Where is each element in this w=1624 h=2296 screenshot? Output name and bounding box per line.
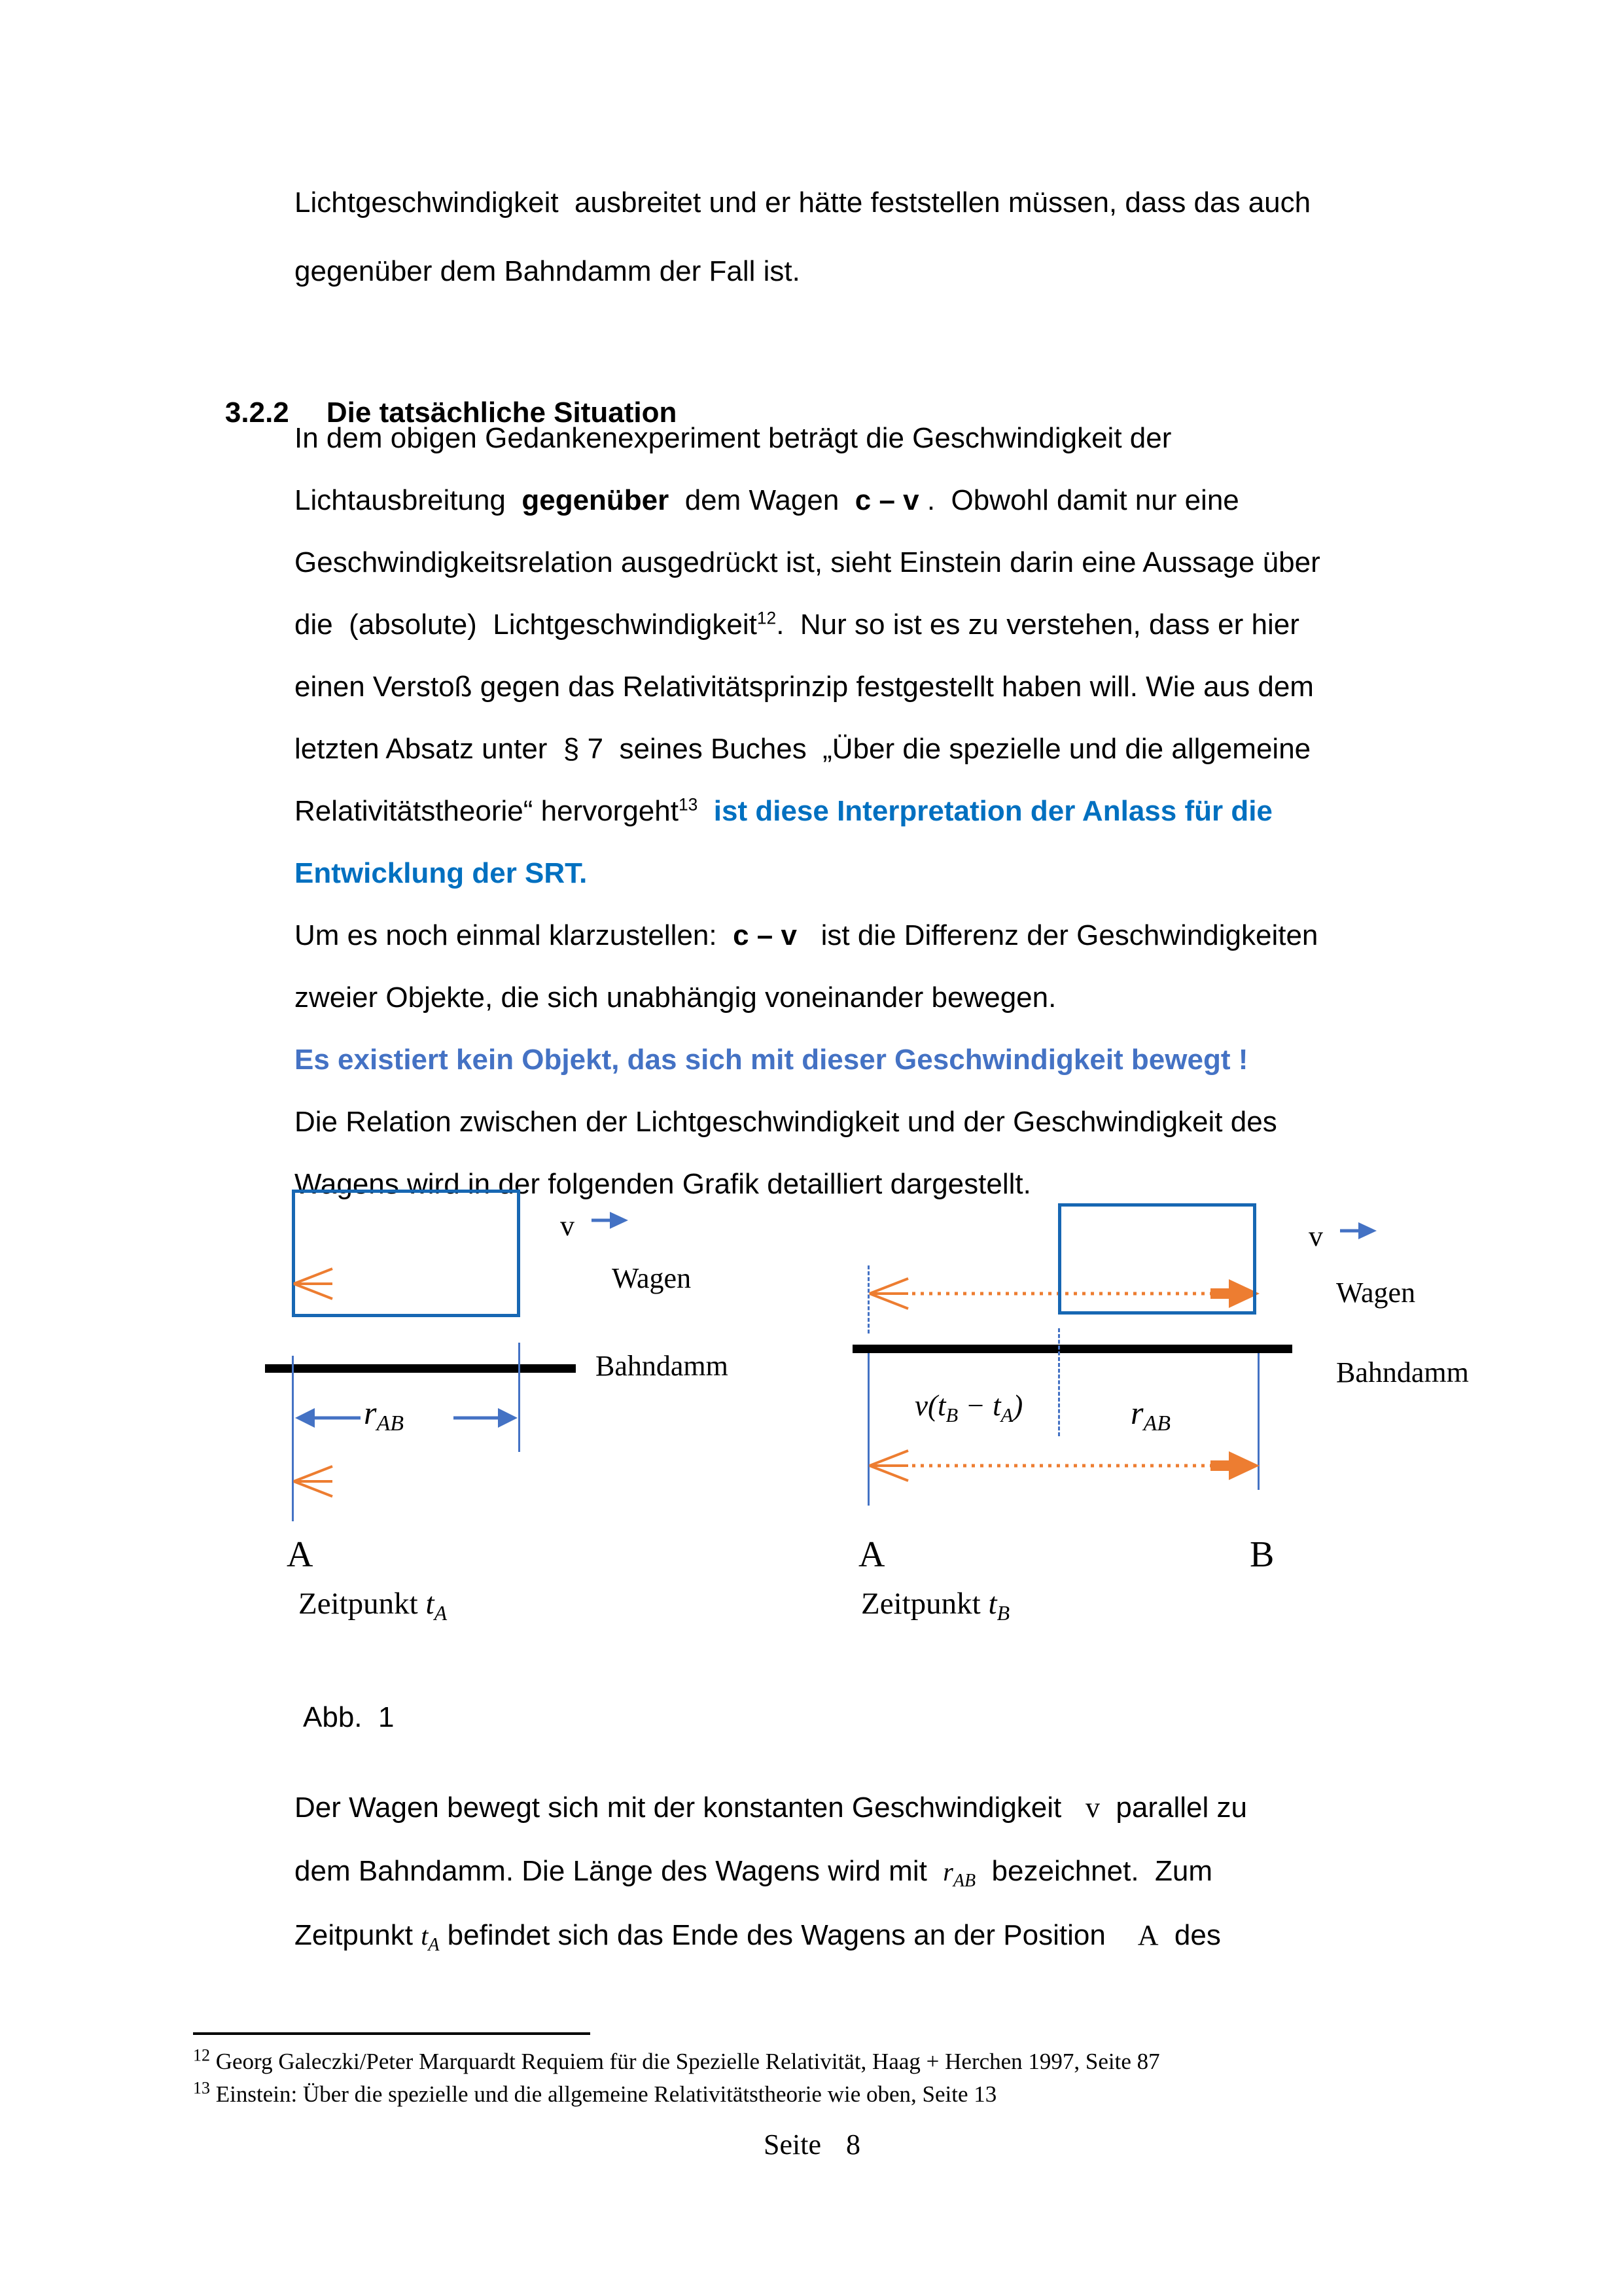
position-marker-dashed-line bbox=[1058, 1328, 1060, 1436]
r-ab-label: $r_{AB}$ bbox=[364, 1394, 404, 1436]
page-number: 8 bbox=[845, 2128, 860, 2161]
footnote-marker: 13 bbox=[193, 2078, 210, 2098]
footnote-text: Einstein: Über die spezielle und die allgemeine Relativitätstheorie wie oben, Seite 13 bbox=[210, 2081, 997, 2107]
footnote-text: Georg Galeczki/Peter Marquardt Requiem für die Spezielle Relativität, Haag + Herchen 1997, Seite 87 bbox=[210, 2049, 1160, 2074]
point-a-label: A bbox=[287, 1534, 313, 1575]
paragraph-line: gegenüber dem Bahndamm der Fall ist. bbox=[294, 255, 800, 287]
light-chevron-icon bbox=[868, 1275, 912, 1312]
vt-expression-label: $v(t_B - t_A)$ bbox=[915, 1389, 1023, 1426]
bottom-paragraph bbox=[294, 1776, 1247, 1968]
paragraph-line: Die Relation zwischen der Lichtgeschwindigkeit und der Geschwindigkeit des bbox=[294, 1106, 1277, 1138]
section-title: Die tatsächliche Situation bbox=[326, 397, 677, 429]
footnotes bbox=[193, 2045, 1160, 2111]
distance-arrow-icon bbox=[294, 1404, 519, 1432]
paragraph-line: Geschwindigkeitsrelation ausgedrückt ist, sieht Einstein darin eine Aussage über bbox=[294, 546, 1320, 578]
point-a-label: A bbox=[858, 1534, 885, 1575]
velocity-arrow-icon bbox=[590, 1208, 629, 1231]
paragraph-line: die (absolute) Lichtgeschwindigkeit$^{12}$. Nur so ist es zu verstehen, dass er hier bbox=[294, 608, 1299, 641]
paragraph-line: Lichtgeschwindigkeit ausbreitet und er hätte feststellen müssen, dass das auch bbox=[294, 186, 1311, 219]
footnote-separator bbox=[193, 2032, 590, 2035]
paragraph-line: einen Verstoß gegen das Relativitätsprinzip festgestellt haben will. Wie aus dem bbox=[294, 671, 1314, 703]
light-chevron-icon bbox=[868, 1447, 912, 1484]
position-marker-line bbox=[518, 1343, 520, 1452]
paragraph-line: letzten Absatz unter § 7 seines Buches „Über die spezielle und die allgemeine bbox=[294, 733, 1311, 765]
page-footer bbox=[0, 2128, 1624, 2161]
wagen-label: Wagen bbox=[612, 1262, 692, 1294]
paragraph-line: zweier Objekte, die sich unabhängig voneinander bewegen. bbox=[294, 981, 1057, 1014]
figure-caption: Abb. 1 bbox=[303, 1701, 395, 1733]
bahndamm-label: Bahndamm bbox=[595, 1350, 728, 1382]
light-chevron-icon bbox=[292, 1463, 336, 1500]
paragraph-line: Entwicklung der SRT. bbox=[294, 857, 588, 889]
light-chevron-icon bbox=[292, 1265, 336, 1302]
zeitpunkt-label: Zeitpunkt $t_A$ bbox=[298, 1587, 448, 1625]
footer-label: Seite bbox=[764, 2128, 821, 2161]
paragraph-line: dem Bahndamm. Die Länge des Wagens wird mit $r_{AB}$ bezeichnet. Zum bbox=[294, 1855, 1213, 1891]
bahndamm-label: Bahndamm bbox=[1336, 1356, 1469, 1388]
paragraph-line: Wagens wird in der folgenden Grafik detailliert dargestellt. bbox=[294, 1168, 1031, 1200]
velocity-label: v bbox=[1309, 1220, 1323, 1252]
velocity-arrow-icon bbox=[1339, 1218, 1378, 1242]
section-number: 3.2.2 bbox=[224, 397, 289, 429]
paragraph-line: In dem obigen Gedankenexperiment beträgt die Geschwindigkeit der bbox=[294, 422, 1172, 454]
bahndamm-line bbox=[853, 1345, 1292, 1353]
paragraph-line: Lichtausbreitung gegenüber dem Wagen c – v . Obwohl damit nur eine bbox=[294, 484, 1239, 516]
footnote-marker: 12 bbox=[193, 2045, 210, 2065]
wagen-rectangle bbox=[1058, 1203, 1256, 1315]
paragraph-line: Relativitätstheorie“ hervorgeht$^{13}$ ist diese Interpretation der Anlass für die bbox=[294, 794, 1273, 827]
paragraph-line: Zeitpunkt $t_A$ befindet sich das Ende des Wagens an der Position A des bbox=[294, 1919, 1221, 1955]
zeitpunkt-label: Zeitpunkt $t_B$ bbox=[861, 1587, 1010, 1625]
light-path-arrow-icon bbox=[911, 1450, 1261, 1481]
r-ab-label: $r_{AB}$ bbox=[1131, 1394, 1171, 1436]
paragraph-line: Der Wagen bewegt sich mit der konstanten Geschwindigkeit v parallel zu bbox=[294, 1792, 1247, 1824]
footnote bbox=[193, 2045, 1160, 2078]
wagen-label: Wagen bbox=[1336, 1277, 1416, 1309]
paragraph-line: Es existiert kein Objekt, das sich mit dieser Geschwindigkeit bewegt ! bbox=[294, 1044, 1248, 1076]
velocity-label: v bbox=[560, 1210, 574, 1242]
point-b-label: B bbox=[1250, 1534, 1275, 1575]
footnote bbox=[193, 2078, 1160, 2111]
paragraph-line: Um es noch einmal klarzustellen: c – v ist die Differenz der Geschwindigkeiten bbox=[294, 919, 1318, 951]
bahndamm-line bbox=[265, 1364, 576, 1373]
